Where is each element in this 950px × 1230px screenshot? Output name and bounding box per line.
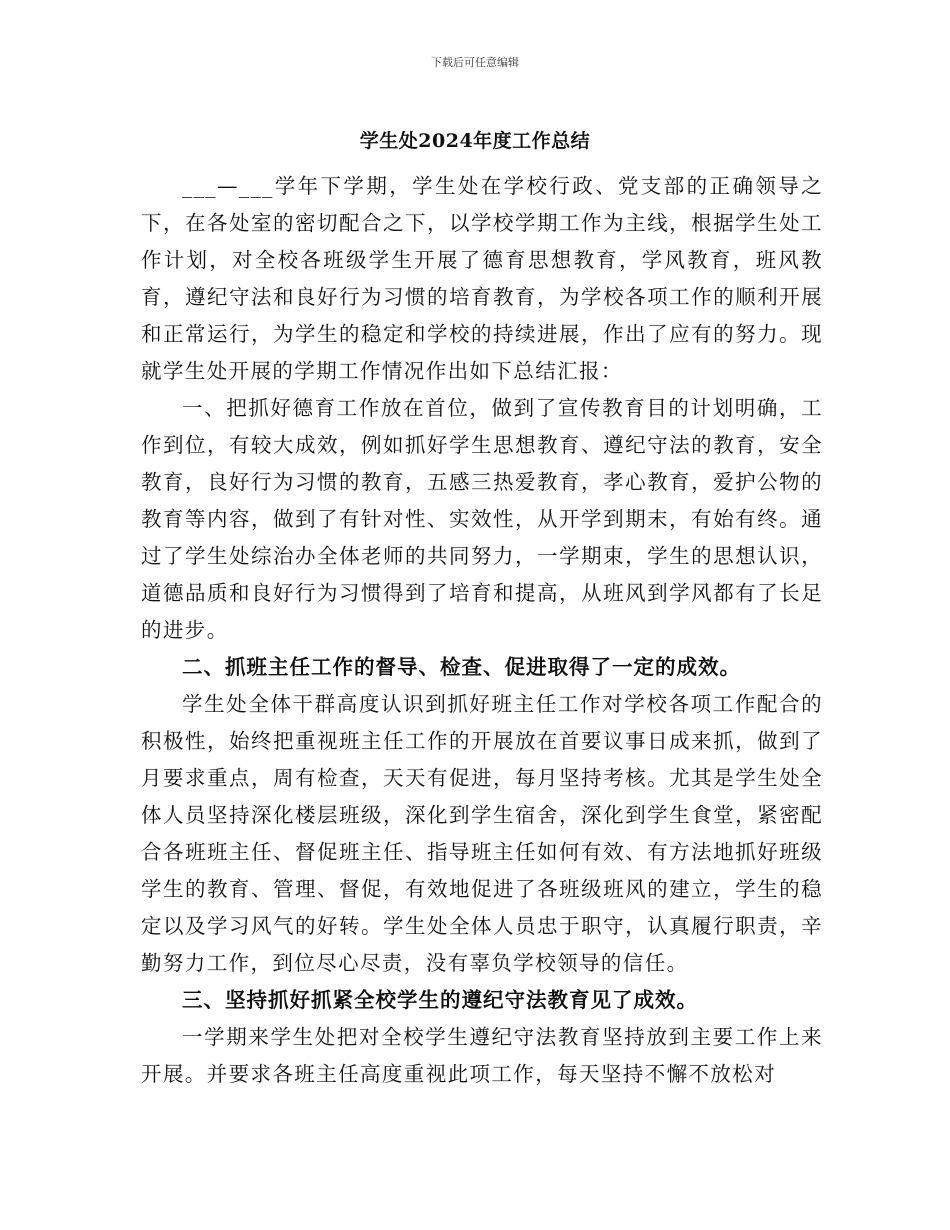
- paragraph-section-1: 一、把抓好德育工作放在首位，做到了宣传教育目的计划明确，工作到位，有较大成效，例如抓好学生思想教育、遵纪守法的教育，安全教育，良好行为习惯的教育，五感三热爱教育，孝心教育，爱护公物的教育等内容，做到了有针对性、实效性，从开学到期末，有始有终。通过了学生处综治办全体老师的共同努力，一学期束，学生的思想认识，道德品质和良好行为习惯得到了培育和提高，从班风到学风都有了长足的进步。: [141, 396, 823, 642]
- paragraph-section-3: 一学期来学生处把对全校学生遵纪守法教育坚持放到主要工作上来开展。并要求各班主任高度重视此项工作，每天坚持不懈不放松对: [141, 1025, 823, 1086]
- section-heading-2: 二、抓班主任工作的督导、检查、促进取得了一定的成效。: [182, 655, 741, 679]
- paragraph-section-2: 学生处全体干群高度认识到抓好班主任工作对学校各项工作配合的积极性，始终把重视班主任工作的开展放在首要议事日成来抓，做到了月要求重点，周有检查，天天有促进，每月坚持考核。尤其是学生处全体人员坚持深化楼层班级，深化到学生宿舍，深化到学生食堂，紧密配合各班班主任、督促班主任、指导班主任如何有效、有方法地抓好班级学生的教育、管理、督促，有效地促进了各班级班风的建立，学生的稳定以及学习风气的好转。学生处全体人员忠于职守，认真履行职责，辛勤努力工作，到位尽心尽责，没有辜负学校领导的信任。: [141, 692, 823, 975]
- document-title: 学生处2024年度工作总结: [359, 130, 591, 152]
- section-heading-3: 三、坚持抓好抓紧全校学生的遵纪守法教育见了成效。: [182, 988, 698, 1012]
- header-note: 下载后可任意编辑: [431, 56, 519, 69]
- document-body: [141, 168, 823, 1093]
- paragraph-intro: ___—___学年下学期，学生处在学校行政、党支部的正确领导之下，在各处室的密切配合之下，以学校学期工作为主线，根据学生处工作计划，对全校各班级学生开展了德育思想教育，学风教育，班风教育，遵纪守法和良好行为习惯的培育教育，为学校各项工作的顺利开展和正常运行，为学生的稳定和学校的持续进展，作出了应有的努力。现就学生处开展的学期工作情况作出如下总结汇报：: [141, 174, 823, 383]
